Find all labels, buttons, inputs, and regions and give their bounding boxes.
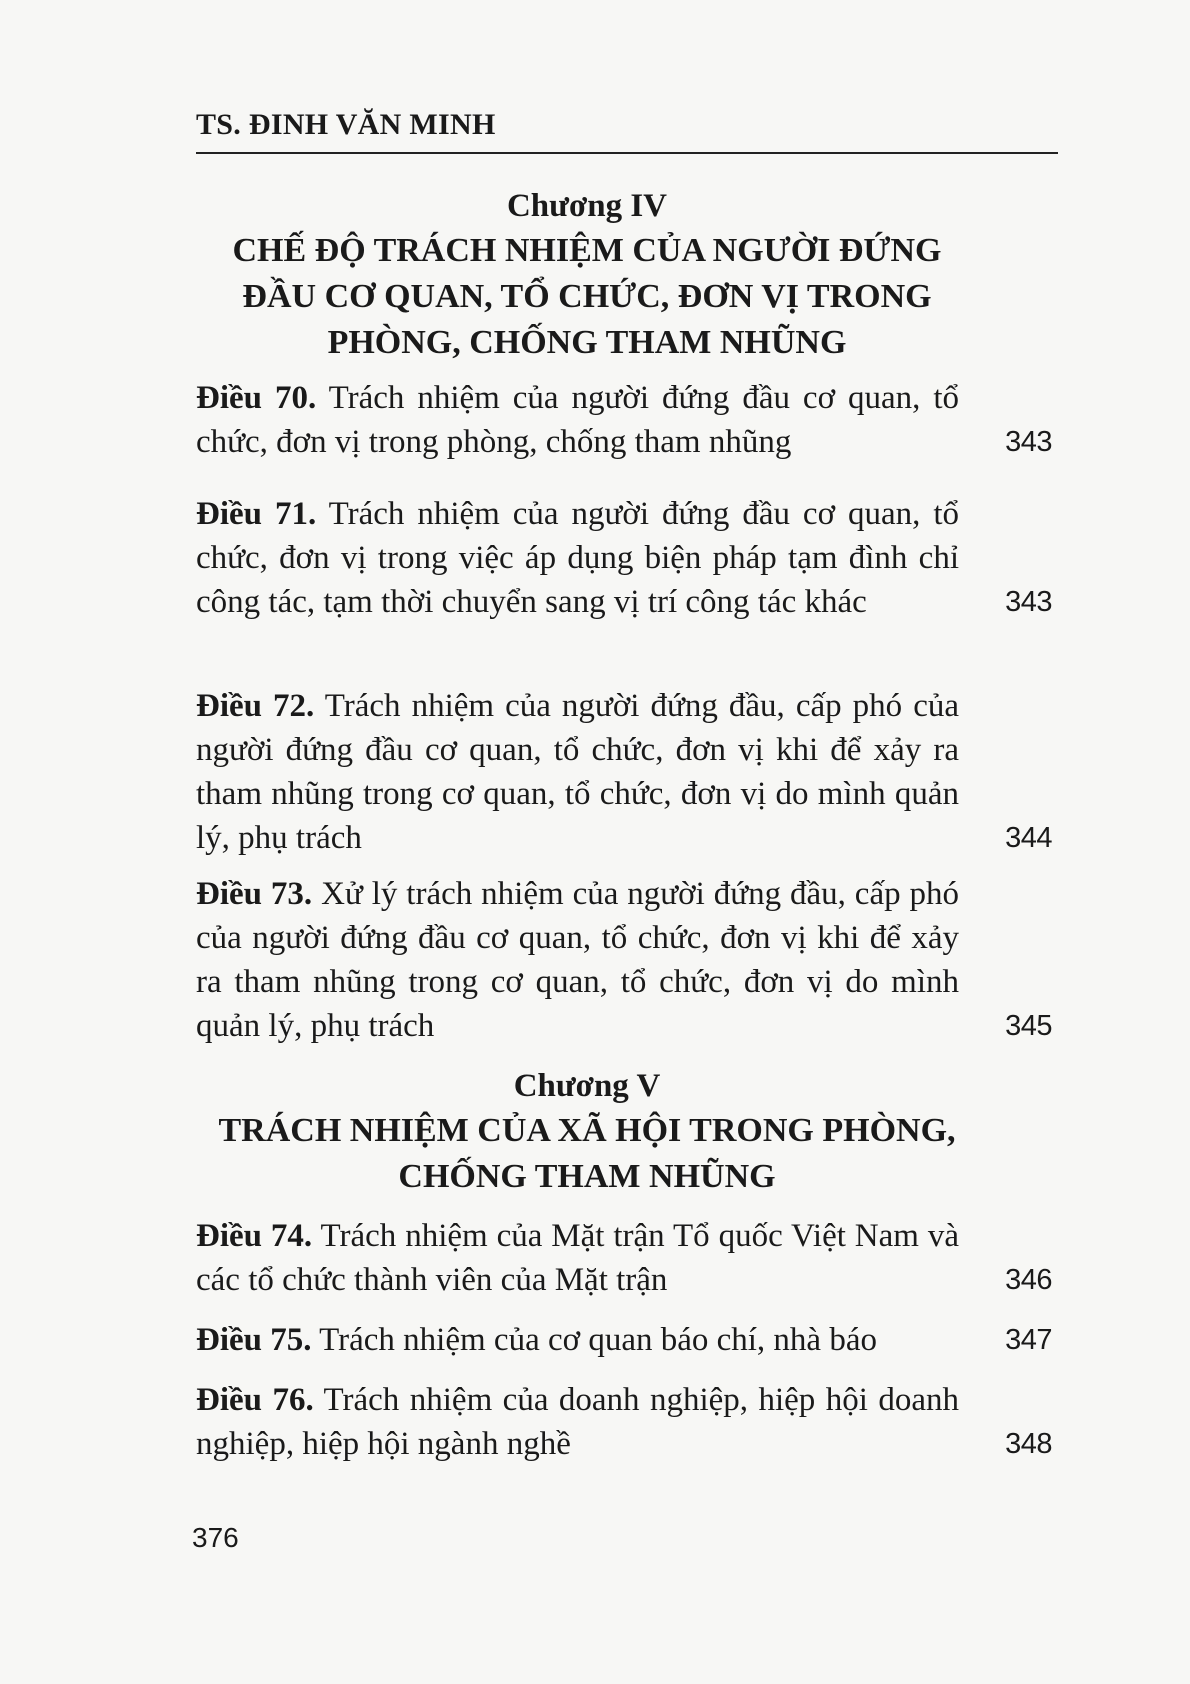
article-label: Điều 71. xyxy=(196,496,317,532)
toc-entry[interactable] xyxy=(196,1214,1052,1302)
running-head: TS. ĐINH VĂN MINH xyxy=(196,108,1058,154)
chapter-title: TRÁCH NHIỆM CỦA XÃ HỘI TRONG PHÒNG, CHỐNG THAM NHŨNG xyxy=(218,1112,956,1195)
toc-entry[interactable] xyxy=(196,1318,1052,1362)
folio-page-number: 376 xyxy=(192,1522,239,1553)
chapter-title: CHẾ ĐỘ TRÁCH NHIỆM CỦA NGƯỜI ĐỨNG ĐẦU CƠ QUAN, TỔ CHỨC, ĐƠN VỊ TRONG PHÒNG, CHỐNG THAM NHŨNG xyxy=(232,232,942,361)
chapter-heading xyxy=(196,1066,978,1200)
article-title: Trách nhiệm của người đứng đầu, cấp phó của người đứng đầu cơ quan, tổ chức, đơn vị khi để xảy ra tham nhũng trong cơ quan, tổ chức, đơn vị do mình quản lý, phụ trách xyxy=(196,688,960,856)
page-number: 348 xyxy=(1005,1428,1052,1460)
article-title: Trách nhiệm của người đứng đầu cơ quan, tổ chức, đơn vị trong phòng, chống tham nhũng xyxy=(196,380,960,460)
toc-entry[interactable] xyxy=(196,376,1052,464)
chapter-label: Chương V xyxy=(513,1068,661,1104)
article-title: Trách nhiệm của Mặt trận Tổ quốc Việt Nam và các tổ chức thành viên của Mặt trận xyxy=(196,1218,960,1298)
article-label: Điều 73. xyxy=(196,876,313,912)
toc-entry[interactable] xyxy=(196,872,1052,1048)
article-label: Điều 72. xyxy=(196,688,315,724)
article-label: Điều 75. xyxy=(196,1322,312,1358)
article-label: Điều 74. xyxy=(196,1218,313,1254)
article-title: Trách nhiệm của doanh nghiệp, hiệp hội doanh nghiệp, hiệp hội ngành nghề xyxy=(196,1382,959,1462)
page-number: 345 xyxy=(1005,1010,1052,1042)
page-number: 343 xyxy=(1005,586,1052,618)
article-label: Điều 70. xyxy=(196,380,317,416)
article-title: Xử lý trách nhiệm của người đứng đầu, cấp phó của người đứng đầu cơ quan, tổ chức, đơn vị khi để xảy ra tham nhũng trong cơ quan, tổ chức, đơn vị do mình quản lý, phụ trách xyxy=(196,876,960,1044)
chapter-label: Chương IV xyxy=(506,188,668,224)
page-number: 344 xyxy=(1005,822,1052,854)
page-number: 343 xyxy=(1005,426,1052,458)
article-label: Điều 76. xyxy=(196,1382,314,1418)
article-title: Trách nhiệm của cơ quan báo chí, nhà báo xyxy=(319,1322,877,1358)
page-number: 347 xyxy=(1005,1324,1052,1356)
page-number: 346 xyxy=(1005,1264,1052,1296)
toc-entry[interactable] xyxy=(196,492,1052,624)
toc-entry[interactable] xyxy=(196,684,1052,860)
toc-entry[interactable] xyxy=(196,1378,1052,1466)
chapter-heading xyxy=(196,186,978,366)
article-title: Trách nhiệm của người đứng đầu cơ quan, tổ chức, đơn vị trong việc áp dụng biện pháp tạm đình chỉ công tác, tạm thời chuyển sang vị trí công tác khác xyxy=(196,496,960,620)
